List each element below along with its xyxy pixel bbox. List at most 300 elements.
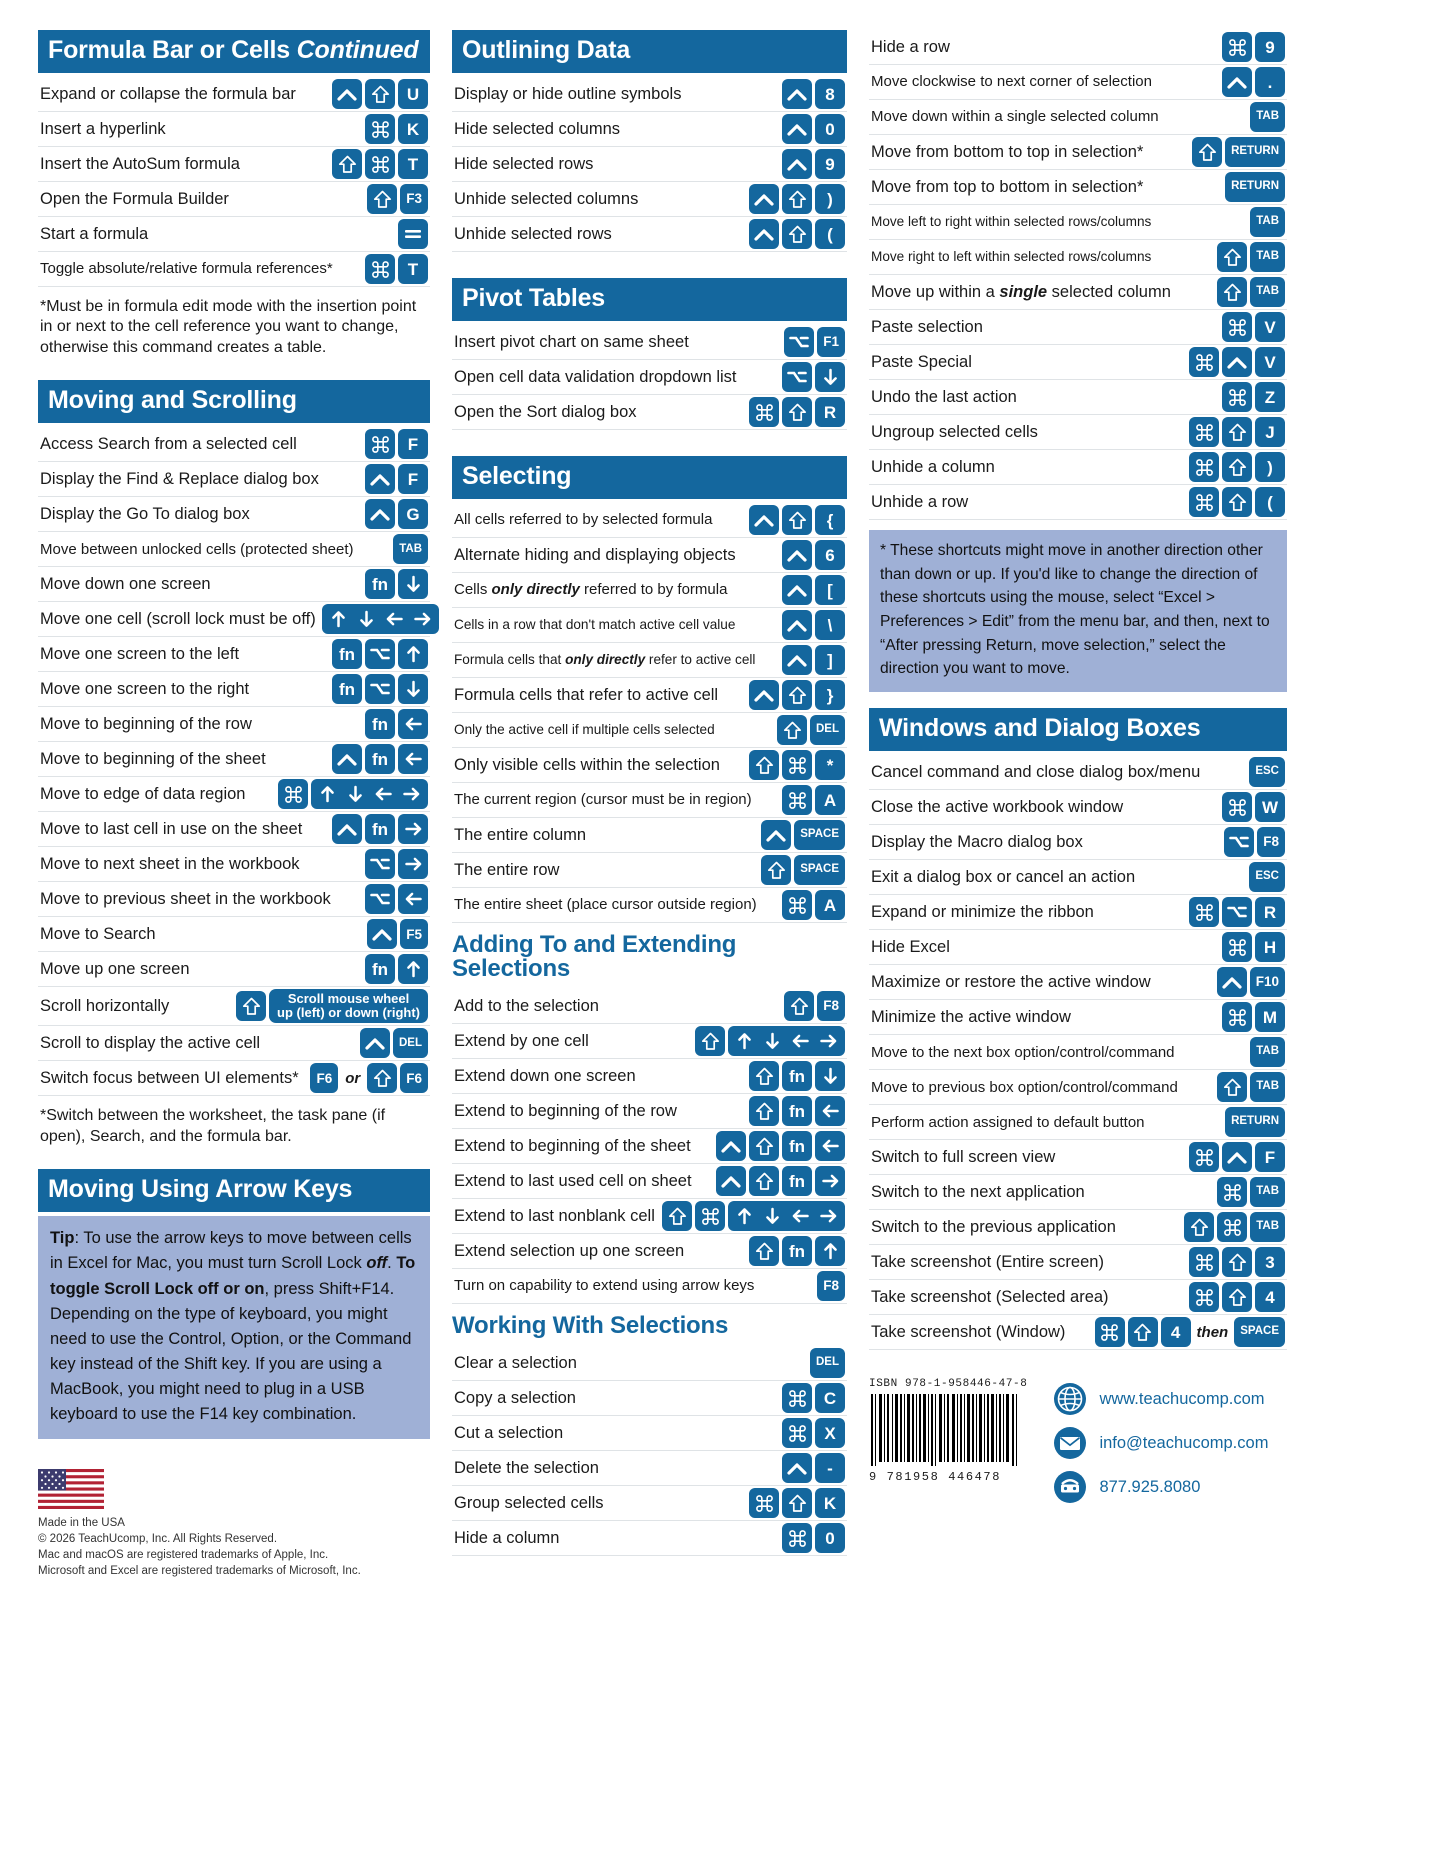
key-return: RETURN [1225, 137, 1285, 167]
shift-key [1184, 1212, 1214, 1242]
shortcut-description: Move left to right within selected rows/columns [871, 214, 1152, 230]
shift-key [749, 1166, 779, 1196]
section-header-outlining-data: Outlining Data [452, 30, 847, 73]
key-f8: F8 [1257, 827, 1285, 857]
shortcut-keys [782, 1523, 845, 1553]
section-header-working-selections: Working With Selections [452, 1312, 729, 1339]
key-fn: fn [782, 1061, 812, 1091]
shortcut-description: Insert pivot chart on same sheet [454, 332, 689, 351]
shortcut-row [869, 485, 1287, 520]
shortcut-row [452, 503, 847, 538]
shift-key [782, 680, 812, 710]
shortcut-row [452, 1451, 847, 1486]
section-header-pivot-tables: Pivot Tables [452, 278, 847, 321]
ctrl-key [332, 744, 362, 774]
shortcut-keys [782, 890, 845, 920]
left-key [398, 744, 428, 774]
ctrl-key [365, 499, 395, 529]
ctrl-key [782, 540, 812, 570]
key-tab: TAB [1250, 1037, 1285, 1067]
shortcut-keys [1222, 1002, 1285, 1032]
shortcut-row [869, 205, 1287, 240]
shift-key [749, 1131, 779, 1161]
shortcut-row [38, 637, 430, 672]
shortcut-row [452, 1199, 847, 1234]
shortcut-keys [782, 79, 845, 109]
key-f: F [1255, 1142, 1285, 1172]
up-key [398, 954, 428, 984]
shortcut-keys [1222, 32, 1285, 62]
key-fn: fn [365, 569, 395, 599]
key-4: 4 [1161, 1317, 1191, 1347]
shortcut-row [38, 917, 430, 952]
shortcut-row [452, 748, 847, 783]
section-header-adding-extending: Adding To and Extending Selections [452, 931, 737, 982]
opt-key [365, 849, 395, 879]
shift-key [782, 219, 812, 249]
shortcut-keys [1250, 207, 1285, 237]
shortcut-description: Switch to the next application [871, 1182, 1085, 1201]
equals-key [398, 219, 428, 249]
shortcut-description: Delete the selection [454, 1458, 599, 1477]
key-c: C [815, 1383, 845, 1413]
shift-key [1128, 1317, 1158, 1347]
shortcut-keys [236, 989, 428, 1023]
shortcut-row [38, 707, 430, 742]
shortcut-description: Paste Special [871, 352, 972, 371]
globe-icon [1053, 1382, 1087, 1416]
key-tab: TAB [1250, 207, 1285, 237]
website-text: www.teachucomp.com [1099, 1389, 1265, 1408]
cmd-key [1095, 1317, 1125, 1347]
rows-adding-extending [452, 989, 847, 1304]
shortcut-description: Take screenshot (Window) [871, 1322, 1066, 1341]
key-f1: F1 [817, 327, 845, 357]
shift-key [1222, 487, 1252, 517]
shortcut-keys [782, 362, 845, 392]
isbn-block [869, 1378, 1027, 1484]
shortcut-row [452, 112, 847, 147]
cmd-key [1189, 1247, 1219, 1277]
spacer [38, 1153, 430, 1169]
shortcut-keys [332, 639, 428, 669]
shortcut-description: The current region (cursor must be in region) [454, 791, 752, 809]
left-key [398, 884, 428, 914]
key-v: V [1255, 312, 1285, 342]
key-a: A [815, 890, 845, 920]
contact-block [1053, 1378, 1268, 1504]
shortcut-row [869, 1210, 1287, 1245]
key-: ) [815, 184, 845, 214]
shift-key [365, 79, 395, 109]
shortcut-row [869, 310, 1287, 345]
shortcut-row [452, 1094, 847, 1129]
ctrl-key [1222, 347, 1252, 377]
down-key [398, 569, 428, 599]
shortcut-row [869, 1315, 1287, 1350]
shortcut-description: Take screenshot (Selected area) [871, 1287, 1109, 1306]
shortcut-row [452, 1269, 847, 1304]
shortcut-description: Extend to last used cell on sheet [454, 1171, 692, 1190]
shortcut-row [38, 742, 430, 777]
spacer [452, 252, 847, 278]
shortcut-description: Display or hide outline symbols [454, 84, 682, 103]
shortcut-row [452, 989, 847, 1024]
ctrl-key [365, 464, 395, 494]
shortcut-row [869, 755, 1287, 790]
rows-outlining-data [452, 77, 847, 252]
key-: \ [815, 610, 845, 640]
shortcut-keys [662, 1201, 845, 1231]
cmd-key [1222, 382, 1252, 412]
shortcut-row [869, 1105, 1287, 1140]
shortcut-row [452, 325, 847, 360]
shift-key [662, 1201, 692, 1231]
shortcut-keys [365, 114, 428, 144]
key-tab: TAB [1250, 1177, 1285, 1207]
cmd-key [1189, 1282, 1219, 1312]
shortcut-keys [782, 1383, 845, 1413]
note-formula-bar: *Must be in formula edit mode with the insertion point in or next to the cell reference you want to change, otherwise this command creates a table. [40, 298, 417, 356]
shortcut-row [452, 395, 847, 430]
shortcut-row [452, 1416, 847, 1451]
shortcut-keys [1222, 382, 1285, 412]
shortcut-row [452, 678, 847, 713]
shortcut-description: Move to last cell in use on the sheet [40, 819, 303, 838]
section-header-selecting: Selecting [452, 456, 847, 499]
barcode-icon [869, 1392, 1019, 1468]
cmd-key [782, 1418, 812, 1448]
key-x: X [815, 1418, 845, 1448]
shortcut-description: Extend down one screen [454, 1066, 636, 1085]
shortcut-description: Open cell data validation dropdown list [454, 367, 737, 386]
shortcut-row [452, 217, 847, 252]
contact-email-row[interactable] [1053, 1426, 1268, 1460]
shortcut-row [869, 170, 1287, 205]
shortcut-description: Move to Search [40, 924, 156, 943]
usa-flag-icon [38, 1469, 104, 1509]
arrow-keys-group [322, 604, 439, 634]
key-: ( [815, 219, 845, 249]
shortcut-description: Insert the AutoSum formula [40, 154, 240, 173]
tip-part2: . [387, 1254, 397, 1273]
shortcut-row [38, 1026, 430, 1061]
shortcut-row [869, 895, 1287, 930]
shortcut-description: Unhide a row [871, 492, 969, 511]
shortcut-row [869, 65, 1287, 100]
opt-key [365, 674, 395, 704]
cmd-key [1189, 1142, 1219, 1172]
key-tab: TAB [1250, 277, 1285, 307]
shortcut-keys [1217, 967, 1285, 997]
cmd-key [1189, 897, 1219, 927]
shortcut-description: Undo the last action [871, 387, 1017, 406]
ctrl-key [1222, 1142, 1252, 1172]
cmd-key [749, 1488, 779, 1518]
ctrl-key [782, 1453, 812, 1483]
shortcut-keys [1249, 757, 1285, 787]
shortcut-row [452, 853, 847, 888]
key-: * [815, 750, 845, 780]
key-fn: fn [365, 814, 395, 844]
shortcut-keys [398, 219, 428, 249]
shortcut-row [38, 1061, 430, 1096]
shortcut-keys [749, 1488, 845, 1518]
shortcut-description: Ungroup selected cells [871, 422, 1038, 441]
key-fn: fn [782, 1166, 812, 1196]
tip-part3: , press Shift+F14. Depending on the type of keyboard, you might need to use the Control, Option, or the Command key instead of the Shift key. If you are using a MacBook, you might need to plug in a USB keyboard to use the F14 key combination. [50, 1279, 412, 1423]
key-fn: fn [365, 744, 395, 774]
shortcut-keys [1189, 417, 1285, 447]
key-space: SPACE [794, 820, 845, 850]
shortcut-row [38, 217, 430, 252]
cmd-key [365, 149, 395, 179]
shortcut-row [452, 608, 847, 643]
shortcut-row [38, 987, 430, 1026]
rows-windows-dialog [869, 755, 1287, 1350]
mousewheel-line2: up (left) or down (right) [277, 1005, 420, 1021]
key-v: V [1255, 347, 1285, 377]
email-text: info@teachucomp.com [1099, 1433, 1269, 1452]
shortcut-row [452, 1346, 847, 1381]
key-: { [815, 505, 845, 535]
section-header-moving-scrolling: Moving and Scrolling [38, 380, 430, 423]
shift-key [782, 1488, 812, 1518]
ctrl-key [749, 184, 779, 214]
shift-key [749, 1236, 779, 1266]
shortcut-keys [749, 680, 845, 710]
shortcut-keys [810, 1348, 845, 1378]
shift-key [1192, 137, 1222, 167]
shift-key [1217, 242, 1247, 272]
shortcut-keys [749, 1236, 845, 1266]
shortcut-description: Switch to the previous application [871, 1217, 1116, 1236]
shortcut-keys [749, 184, 845, 214]
key-esc: ESC [1249, 862, 1285, 892]
key-f3: F3 [400, 184, 428, 214]
cmd-key [1222, 312, 1252, 342]
shortcut-row [38, 602, 430, 637]
shortcut-row [38, 252, 430, 287]
shift-key [1217, 277, 1247, 307]
shortcut-description: Expand or collapse the formula bar [40, 84, 296, 103]
opt-key [782, 362, 812, 392]
shortcut-row [452, 1164, 847, 1199]
phone-icon [1053, 1470, 1087, 1504]
key-: . [1255, 67, 1285, 97]
left-key [815, 1096, 845, 1126]
shift-key [1217, 1072, 1247, 1102]
rows-selection-continued [869, 30, 1287, 520]
shortcut-row [452, 783, 847, 818]
shortcut-description: Move right to left within selected rows/columns [871, 249, 1152, 265]
cmd-key [1189, 487, 1219, 517]
right-key [815, 1166, 845, 1196]
shortcut-keys [716, 1131, 845, 1161]
key-fn: fn [782, 1131, 812, 1161]
shift-key [332, 149, 362, 179]
ctrl-key [1217, 967, 1247, 997]
shortcut-keys [1217, 1072, 1285, 1102]
ctrl-key [1222, 67, 1252, 97]
shortcut-row [452, 1234, 847, 1269]
shortcut-row [869, 930, 1287, 965]
shortcut-row [869, 450, 1287, 485]
shortcut-description: Cells only directly referred to by formula [454, 581, 728, 599]
shortcut-description: Perform action assigned to default button [871, 1113, 1145, 1131]
shortcut-keys [1222, 67, 1285, 97]
ctrl-key [749, 505, 779, 535]
key-: [ [815, 575, 845, 605]
opt-key [365, 884, 395, 914]
cmd-key [782, 785, 812, 815]
shortcut-row [38, 672, 430, 707]
ctrl-key [782, 114, 812, 144]
key-z: Z [1255, 382, 1285, 412]
shortcut-row [452, 1521, 847, 1556]
phone-text: 877.925.8080 [1099, 1477, 1201, 1496]
cmd-key [749, 397, 779, 427]
shift-key [782, 397, 812, 427]
shift-key [777, 715, 807, 745]
shortcut-keys [1225, 172, 1285, 202]
shortcut-keys [1217, 1177, 1285, 1207]
shortcut-row [869, 860, 1287, 895]
shortcut-description: Scroll horizontally [40, 996, 170, 1015]
ctrl-key [782, 575, 812, 605]
shortcut-keys [1189, 1142, 1285, 1172]
key-f10: F10 [1250, 967, 1285, 997]
shortcut-description: Unhide selected rows [454, 224, 612, 243]
key-f: F [398, 464, 428, 494]
shortcut-keys [782, 1453, 845, 1483]
shortcut-keys [322, 604, 439, 634]
shortcut-keys [332, 149, 428, 179]
shortcut-description: Minimize the active window [871, 1007, 1071, 1026]
section-header-formula-bar [38, 30, 430, 73]
shortcut-row [38, 77, 430, 112]
shortcut-keys [393, 534, 428, 564]
arrow-keys-group [311, 779, 428, 809]
shortcut-keys [310, 1063, 428, 1093]
shortcut-keys [332, 674, 428, 704]
apple-trademark-line: Mac and macOS are registered trademarks of Apple, Inc. [38, 1548, 329, 1561]
arrow-keys-group [728, 1201, 845, 1231]
cmd-key [782, 1523, 812, 1553]
shortcut-description: Close the active workbook window [871, 797, 1124, 816]
ctrl-key [761, 820, 791, 850]
key-r: R [815, 397, 845, 427]
shortcut-keys [1189, 1282, 1285, 1312]
shortcut-row [452, 1059, 847, 1094]
shortcut-row [869, 790, 1287, 825]
shortcut-keys [332, 814, 428, 844]
shortcut-keys [782, 540, 845, 570]
shortcut-description: Move down within a single selected column [871, 108, 1159, 126]
shortcut-keys [749, 219, 845, 249]
key-k: K [398, 114, 428, 144]
shortcut-row [869, 275, 1287, 310]
shortcut-row [869, 1280, 1287, 1315]
key-fn: fn [782, 1236, 812, 1266]
or-separator: or [345, 1069, 361, 1087]
shortcut-keys [365, 499, 428, 529]
shortcut-description: Move to the next box option/control/command [871, 1043, 1175, 1061]
ctrl-key [360, 1028, 390, 1058]
ctrl-key [332, 79, 362, 109]
ctrl-key [367, 919, 397, 949]
key-tab: TAB [1250, 1212, 1285, 1242]
star-note-box: * These shortcuts might move in another direction other than down or up. If you'd like to change the direction of these shortcuts using the mouse, select “Excel > Preferences > Edit” from the menu bar, and then, next to “After pressing Return, move selection,” select the direction you want to move. [869, 530, 1287, 692]
shortcut-row [38, 952, 430, 987]
shortcut-description: The entire row [454, 860, 560, 879]
shortcut-description: Exit a dialog box or cancel an action [871, 867, 1136, 886]
section-title-text: Formula Bar or Cells [48, 36, 297, 64]
shortcut-row [452, 1024, 847, 1059]
rows-selecting [452, 503, 847, 923]
shortcut-row [452, 1129, 847, 1164]
up-key [398, 639, 428, 669]
shortcut-row [869, 1175, 1287, 1210]
shortcut-row [869, 415, 1287, 450]
shortcut-description: Move up within a single selected column [871, 282, 1171, 301]
key-t: T [398, 149, 428, 179]
key-space: SPACE [794, 855, 845, 885]
key-fn: fn [332, 639, 362, 669]
key-9: 9 [1255, 32, 1285, 62]
key-return: RETURN [1225, 1107, 1285, 1137]
key-m: M [1255, 1002, 1285, 1032]
shortcut-keys [761, 855, 845, 885]
shortcut-description: Hide selected rows [454, 154, 594, 173]
shortcut-keys [365, 884, 428, 914]
shift-key [761, 855, 791, 885]
shortcut-keys [1249, 862, 1285, 892]
cmd-key [1189, 452, 1219, 482]
shortcut-description: Paste selection [871, 317, 983, 336]
shortcut-row [38, 182, 430, 217]
column-middle [452, 30, 847, 1556]
cmd-key [1222, 32, 1252, 62]
key-g: G [398, 499, 428, 529]
shortcut-keys [749, 397, 845, 427]
shortcut-row [452, 818, 847, 853]
shortcut-keys [360, 1028, 428, 1058]
shortcut-row [38, 882, 430, 917]
shortcut-keys [777, 715, 845, 745]
shortcut-description: Move to previous box option/control/command [871, 1078, 1178, 1096]
key-j: J [1255, 417, 1285, 447]
copyright-line: © 2026 TeachUcomp, Inc. All Rights Reserved. [38, 1532, 278, 1545]
ctrl-key [749, 219, 779, 249]
shortcut-row [452, 643, 847, 678]
shortcut-row [452, 888, 847, 923]
shortcut-keys [761, 820, 845, 850]
contact-phone-row[interactable] [1053, 1470, 1268, 1504]
key-space: SPACE [1234, 1317, 1285, 1347]
shortcut-keys [332, 744, 428, 774]
up-key [815, 1236, 845, 1266]
shortcut-description: Hide Excel [871, 937, 950, 956]
key-del: DEL [393, 1028, 428, 1058]
shortcut-row [869, 1000, 1287, 1035]
shortcut-description: Move one screen to the left [40, 644, 240, 663]
shortcut-description: Move one screen to the right [40, 679, 250, 698]
shortcut-description: Clear a selection [454, 1353, 577, 1372]
contact-website-row[interactable] [1053, 1382, 1268, 1416]
shortcut-keys [782, 610, 845, 640]
shortcut-description: Hide selected columns [454, 119, 620, 138]
